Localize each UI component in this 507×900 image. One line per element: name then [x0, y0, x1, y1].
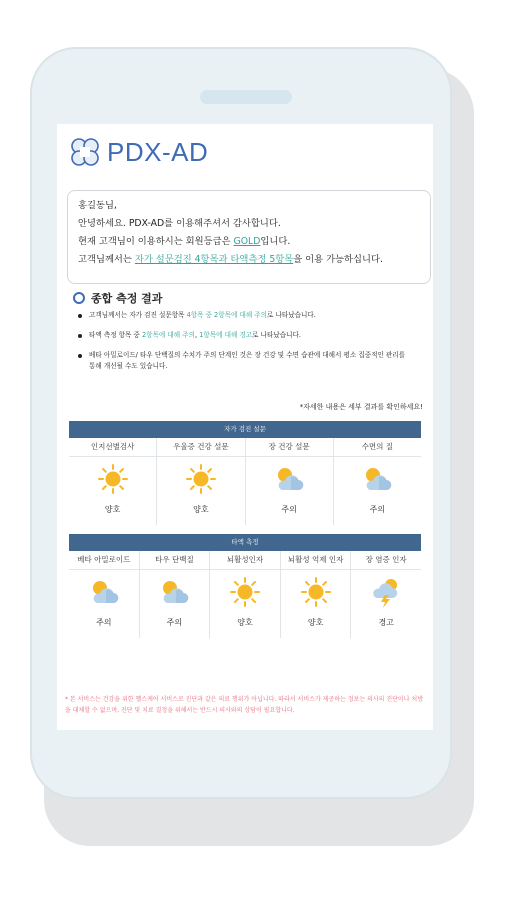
- status-label: 양호: [307, 618, 324, 627]
- saliva-table: [69, 534, 421, 638]
- availability-highlight: 자가 설문검진 4항목과 타액측정 5항목: [134, 254, 294, 265]
- summary-item-advice: 베타 아밀로이드/ 타우 단백질의 수치가 주의 단계인 것은 장 건강 및 수면 습관에 대해서 평소 집중적인 관리를 통해 개선될 수도 있습니다.: [77, 350, 411, 372]
- greeting-name: 홍길동님,: [78, 200, 117, 211]
- saliva-header: 타액 측정: [69, 534, 421, 551]
- status-label: 양호: [193, 505, 209, 514]
- item-label: 장 건강 설문: [246, 438, 333, 457]
- self-check-cell: [333, 438, 421, 525]
- report-screen: [57, 124, 433, 730]
- sun-cloud-icon: [69, 570, 139, 614]
- item-label: 수면의 질: [334, 438, 421, 457]
- self-check-table: [69, 421, 421, 525]
- saliva-cell: [139, 551, 210, 638]
- item-label: 장 염증 인자: [351, 551, 421, 570]
- storm-icon: [351, 570, 421, 614]
- saliva-cell: [209, 551, 280, 638]
- clover-logo-icon: [69, 136, 101, 168]
- status-label: 주의: [369, 505, 386, 514]
- status-label: 경고: [378, 618, 394, 627]
- self-check-cell: [156, 438, 244, 525]
- item-label: 뇌활성인자: [210, 551, 280, 570]
- item-label: 타우 단백질: [140, 551, 210, 570]
- sun-cloud-icon: [140, 570, 210, 614]
- self-check-cell: [69, 438, 156, 525]
- brand-name: PDX-AD: [107, 136, 209, 167]
- item-label: 우울증 건강 설문: [157, 438, 244, 457]
- self-check-header: 자가 검진 설문: [69, 421, 421, 438]
- saliva-cell: [69, 551, 139, 638]
- status-label: 주의: [166, 618, 183, 627]
- greeting-availability: 고객님께서는 자가 설문검진 4항목과 타액측정 5항목을 이용 가능하십니다.: [78, 254, 383, 265]
- detail-note: *자세한 내용은 세부 결과를 확인하세요!: [299, 403, 423, 411]
- sun-icon: [210, 570, 280, 614]
- greeting-box: [67, 190, 431, 284]
- saliva-row: [69, 551, 421, 638]
- status-label: 양호: [104, 505, 121, 514]
- self-check-row: [69, 438, 421, 525]
- self-check-cell: [245, 438, 333, 525]
- sun-cloud-icon: [334, 457, 421, 501]
- sun-icon: [281, 570, 351, 614]
- brand-logo: [69, 136, 208, 168]
- item-label: 뇌활성 억제 인자: [281, 551, 351, 570]
- sun-icon: [157, 457, 244, 501]
- phone-speaker: [200, 90, 292, 104]
- sun-cloud-icon: [246, 457, 333, 501]
- greeting-grade: 현재 고객님이 이용하시는 회원등급은 GOLD입니다.: [78, 236, 291, 247]
- item-label: 베타 아밀로이드: [69, 551, 139, 570]
- ring-bullet-icon: [73, 292, 85, 304]
- summary-item-self-check: 고객님께서는 자가 검진 설문항목 4항목 중 2항목에 대해 주의로 나타났습니다.: [77, 310, 411, 321]
- grade-value: GOLD: [233, 236, 261, 247]
- saliva-cell: [350, 551, 421, 638]
- summary-list: [77, 310, 411, 381]
- status-label: 양호: [237, 618, 253, 627]
- status-label: 주의: [96, 618, 112, 627]
- summary-title: 종합 측정 결과: [73, 290, 162, 306]
- greeting-thanks: 안녕하세요. PDX-AD를 이용해주셔서 감사합니다.: [78, 218, 281, 229]
- item-label: 인지선별검사: [69, 438, 156, 457]
- sun-icon: [69, 457, 156, 501]
- summary-item-saliva: 타액 측정 항목 중 2항목에 대해 주의, 1항목에 대해 경고로 나타났습니다.: [77, 330, 411, 341]
- saliva-cell: [280, 551, 351, 638]
- disclaimer-text: * 본 서비스는 건강을 위한 헬스케어 서비스로 진단과 같은 의료 행위가 아닙니다. 따라서 서비스가 제공하는 정보는 의사의 진단이나 처방을 대체할 수 없으며, 진단 및 치료 결정을 위해서는 반드시 의사와의 상담이 필요합니다.: [65, 696, 424, 714]
- status-label: 주의: [281, 505, 297, 514]
